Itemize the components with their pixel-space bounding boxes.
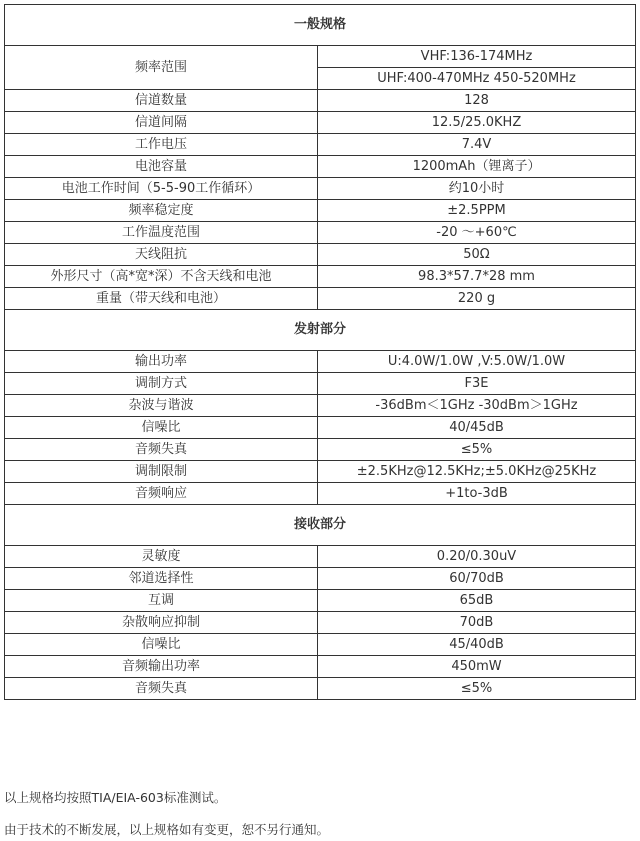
spec-label: 调制方式: [5, 373, 318, 395]
spec-row: [5, 417, 636, 439]
spec-row: [5, 395, 636, 417]
spec-value: 40/45dB: [318, 417, 636, 439]
spec-row: [5, 678, 636, 700]
spec-value: 50Ω: [318, 244, 636, 266]
spec-value: 0.20/0.30uV: [318, 546, 636, 568]
spec-label: 调制限制: [5, 461, 318, 483]
section-header-row: [5, 310, 636, 351]
spec-label: 信道数量: [5, 90, 318, 112]
section-header-row: [5, 505, 636, 546]
spec-label: 互调: [5, 590, 318, 612]
spec-row: [5, 568, 636, 590]
spec-row: [5, 483, 636, 505]
spec-row: [5, 612, 636, 634]
spec-value: U:4.0W/1.0W ,V:5.0W/1.0W: [318, 351, 636, 373]
section-header-row: [5, 5, 636, 46]
note-disclaimer: 由于技术的不断发展，以上规格如有变更，恕不另行通知。: [4, 822, 330, 837]
spec-label: 工作电压: [5, 134, 318, 156]
spec-row: [5, 461, 636, 483]
spec-value: VHF:136-174MHz: [318, 46, 636, 68]
spec-row: [5, 200, 636, 222]
spec-label: 信噪比: [5, 634, 318, 656]
spec-label: 音频失真: [5, 678, 318, 700]
spec-row: [5, 266, 636, 288]
spec-label: 灵敏度: [5, 546, 318, 568]
spec-row: [5, 222, 636, 244]
spec-label: 输出功率: [5, 351, 318, 373]
spec-value: F3E: [318, 373, 636, 395]
spec-label: 杂波与谐波: [5, 395, 318, 417]
spec-label: 工作温度范围: [5, 222, 318, 244]
spec-label: 重量（带天线和电池）: [5, 288, 318, 310]
spec-row: [5, 546, 636, 568]
spec-label: 邻道选择性: [5, 568, 318, 590]
spec-value: 450mW: [318, 656, 636, 678]
spec-row: [5, 634, 636, 656]
spec-row: [5, 178, 636, 200]
spec-label: 信道间隔: [5, 112, 318, 134]
spec-value: ≤5%: [318, 678, 636, 700]
spec-value: ±2.5PPM: [318, 200, 636, 222]
spec-value: -20 ～+60℃: [318, 222, 636, 244]
spec-value: ≤5%: [318, 439, 636, 461]
spec-label: 信噪比: [5, 417, 318, 439]
spec-value: -36dBm＜1GHz -30dBm＞1GHz: [318, 395, 636, 417]
spec-row: [5, 156, 636, 178]
spec-value: 98.3*57.7*28 mm: [318, 266, 636, 288]
spec-value: 220 g: [318, 288, 636, 310]
spec-label: 外形尺寸（高*宽*深）不含天线和电池: [5, 266, 318, 288]
spec-value: 约10小时: [318, 178, 636, 200]
spec-value: 128: [318, 90, 636, 112]
spec-row: [5, 46, 636, 68]
spec-value: ±2.5KHz@12.5KHz;±5.0KHz@25KHz: [318, 461, 636, 483]
spec-value: +1to-3dB: [318, 483, 636, 505]
spec-label: 天线阻抗: [5, 244, 318, 266]
spec-label: 频率稳定度: [5, 200, 318, 222]
spec-row: [5, 373, 636, 395]
spec-value: 1200mAh（锂离子）: [318, 156, 636, 178]
spec-row: [5, 590, 636, 612]
spec-label: 杂散响应抑制: [5, 612, 318, 634]
spec-label: 电池工作时间（5-5-90工作循环）: [5, 178, 318, 200]
spec-label: 频率范围: [5, 46, 318, 90]
section-title: 一般规格: [5, 5, 636, 46]
spec-row: [5, 90, 636, 112]
spec-row: [5, 134, 636, 156]
spec-value: 12.5/25.0KHZ: [318, 112, 636, 134]
spec-value: 7.4V: [318, 134, 636, 156]
spec-value: 70dB: [318, 612, 636, 634]
section-title: 接收部分: [5, 505, 636, 546]
spec-value: 45/40dB: [318, 634, 636, 656]
spec-label: 音频输出功率: [5, 656, 318, 678]
spec-row: [5, 351, 636, 373]
spec-row: [5, 112, 636, 134]
spec-row: [5, 439, 636, 461]
spec-label: 电池容量: [5, 156, 318, 178]
spec-value: 60/70dB: [318, 568, 636, 590]
spec-label: 音频响应: [5, 483, 318, 505]
spec-row: [5, 656, 636, 678]
spec-table: [4, 4, 636, 700]
note-standard: 以上规格均按照TIA/EIA-603标准测试。: [4, 790, 227, 805]
spec-row: [5, 288, 636, 310]
spec-label: 音频失真: [5, 439, 318, 461]
spec-value: UHF:400-470MHz 450-520MHz: [318, 68, 636, 90]
spec-value: 65dB: [318, 590, 636, 612]
section-title: 发射部分: [5, 310, 636, 351]
spec-row: [5, 244, 636, 266]
